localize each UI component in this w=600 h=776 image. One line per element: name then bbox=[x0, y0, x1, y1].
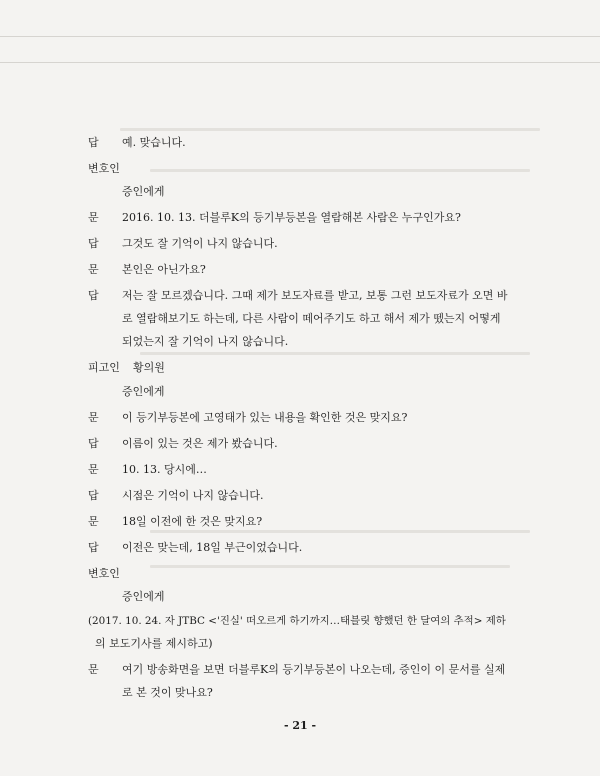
line-text: 그것도 잘 기억이 나지 않습니다. bbox=[122, 237, 278, 250]
line-text: 2016. 10. 13. 더블루K의 등기부등본을 열람해본 사람은 누구인가요? bbox=[122, 211, 461, 224]
speaker-label: 답 bbox=[88, 237, 99, 250]
speaker-label: 피고인 bbox=[88, 361, 120, 374]
bleed-through-mark bbox=[150, 169, 530, 172]
line-text: 18일 이전에 한 것은 맞지요? bbox=[122, 515, 263, 528]
line-text: 본인은 아닌가요? bbox=[122, 263, 206, 276]
header-rule bbox=[0, 62, 600, 63]
line-text: 이름이 있는 것은 제가 봤습니다. bbox=[122, 437, 278, 450]
line-text: 황의원 bbox=[133, 361, 165, 374]
speaker-label: 문 bbox=[88, 411, 99, 424]
speaker-label: 변호인 bbox=[88, 162, 120, 175]
line-text: (2017. 10. 24. 자 JTBC <'진실' 떠오르게 하기까지…태블릿 향했던 한 달여의 추적> 제하 bbox=[88, 615, 506, 627]
line-text: 이 등기부등본에 고영태가 있는 내용을 확인한 것은 맞지요? bbox=[122, 411, 408, 424]
line-text: 로 열람해보기도 하는데, 다른 사람이 떼어주기도 하고 해서 제가 뗐는지 어떻게 bbox=[122, 312, 501, 325]
speaker-label: 답 bbox=[88, 136, 99, 149]
header-rule bbox=[0, 36, 600, 37]
line-text: 되었는지 잘 기억이 나지 않습니다. bbox=[122, 335, 289, 348]
bleed-through-mark bbox=[150, 530, 530, 533]
line-text: 이전은 맞는데, 18일 부근이었습니다. bbox=[122, 541, 303, 554]
line-text: 증인에게 bbox=[122, 590, 165, 603]
speaker-label: 답 bbox=[88, 437, 99, 450]
bleed-through-mark bbox=[120, 128, 540, 131]
speaker-label: 변호인 bbox=[88, 567, 120, 580]
line-text: 시점은 기억이 나지 않습니다. bbox=[122, 489, 264, 502]
speaker-label: 문 bbox=[88, 211, 99, 224]
line-text: 10. 13. 당시에… bbox=[122, 463, 207, 476]
speaker-label: 답 bbox=[88, 541, 99, 554]
line-text: 로 본 것이 맞나요? bbox=[122, 686, 213, 699]
speaker-label: 문 bbox=[88, 463, 99, 476]
speaker-label: 문 bbox=[88, 663, 99, 676]
bleed-through-mark bbox=[150, 565, 510, 568]
speaker-label: 문 bbox=[88, 263, 99, 276]
speaker-label: 답 bbox=[88, 289, 99, 302]
line-text: 여기 방송화면을 보면 더블루K의 등기부등본이 나오는데, 증인이 이 문서를 실제 bbox=[122, 663, 506, 676]
line-text: 증인에게 bbox=[122, 385, 165, 398]
line-text: 예. 맞습니다. bbox=[122, 136, 186, 149]
speaker-label: 답 bbox=[88, 489, 99, 502]
line-text: 의 보도기사를 제시하고) bbox=[95, 637, 213, 650]
line-text: 증인에게 bbox=[122, 185, 165, 198]
speaker-label: 문 bbox=[88, 515, 99, 528]
page-number: - 21 - bbox=[283, 719, 317, 732]
bleed-through-mark bbox=[140, 352, 530, 355]
line-text: 저는 잘 모르겠습니다. 그때 제가 보도자료를 받고, 보통 그런 보도자료가 오면 바 bbox=[122, 289, 508, 302]
